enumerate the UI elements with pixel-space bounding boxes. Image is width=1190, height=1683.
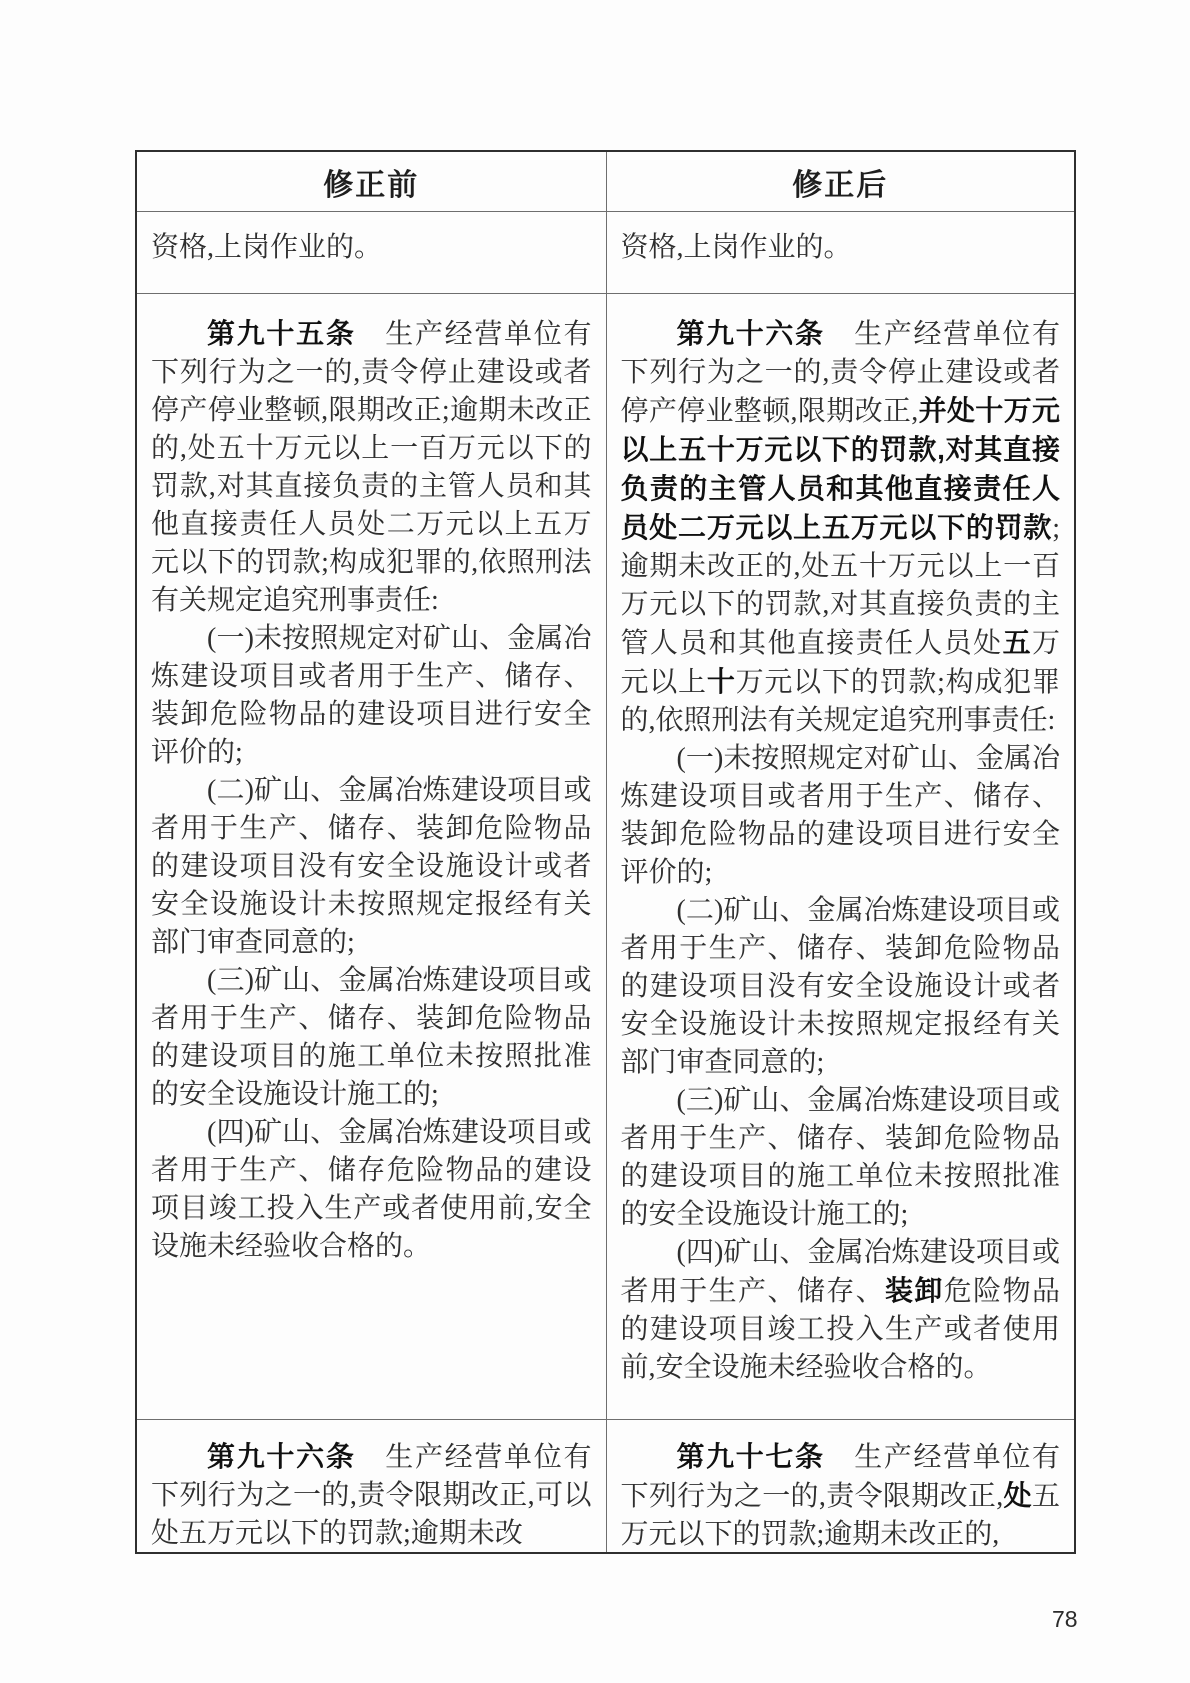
header-cell-before — [137, 152, 606, 211]
text-run: 资格,上岗作业的。 — [620, 232, 852, 263]
comparison-table — [135, 150, 1076, 1554]
text-run: (二)矿山、金属冶炼建设项目或者用于生产、储存、装卸危险物品的建设项目没有安全设施设计或者安全设施设计未按照规定报经有关部门审查同意的; — [151, 775, 592, 958]
table-row-article-95-96 — [137, 293, 1074, 1419]
page-number: 78 — [1052, 1606, 1078, 1632]
text-run: (一)未按照规定对矿山、金属冶炼建设项目或者用于生产、储存、装卸危险物品的建设项目进行安全评价的; — [620, 743, 1060, 888]
column-header-before-label: 修正前 — [323, 168, 420, 202]
amended-text-run: 第九十六条 — [676, 318, 825, 349]
amended-text-run: 处 — [1003, 1480, 1032, 1511]
text-run: 生产经营单位有下列行为之一的,责令停止建设或者停产停业整顿,限期改正;逾期未改正的,处五十万元以上一百万元以下的罚款,对其直接负责的主管人员和其他直接责任人员处二万元以上五万元以下的罚款;构成犯罪的,依照刑法有关规定追究刑事责任: — [151, 319, 592, 616]
text-run: (四)矿山、金属冶炼建设项目或者用于生产、储存危险物品的建设项目竣工投入生产或者使用前,安全设施未经验收合格的。 — [151, 1117, 592, 1262]
amended-text-run: 第九十六条 — [207, 1441, 356, 1472]
cell-after-article-97 — [606, 1420, 1075, 1552]
text-run: 生产经营单位有下列行为之一的,责令限期改正,可以处五万元以下的罚款;逾期未改 — [151, 1442, 592, 1549]
paragraph — [621, 1082, 1061, 1234]
cell-after-article-96 — [606, 294, 1075, 1419]
text-run: 资格,上岗作业的。 — [151, 232, 383, 263]
paragraph — [621, 892, 1061, 1082]
paragraph — [151, 1114, 592, 1266]
text-run: ;逾期未改正的,处五十万元以上一百万元以下的罚款,对其直接负责的主管人员和其他直接责任人员处 — [620, 513, 1060, 659]
cell-before-article-96 — [137, 1420, 606, 1552]
header-cell-after — [606, 152, 1075, 211]
text-run: 五万元以下的罚款;逾期未改正的, — [620, 1481, 1060, 1550]
amended-text-run: 第九十五条 — [207, 318, 356, 349]
paragraph — [621, 1234, 1061, 1387]
paragraph — [151, 315, 592, 620]
table-header-row — [137, 152, 1074, 211]
text-run: 生产经营单位有下列行为之一的,责令限期改正, — [620, 1442, 1060, 1512]
cell-after-continuation — [606, 212, 1075, 293]
amended-text-run: 并处十万元以上五十万元以下的罚款,对其直接负责的主管人员和其他直接责任人员处二万元以上五万元以下的罚款 — [620, 395, 1060, 543]
paragraph — [151, 962, 592, 1114]
paragraph — [151, 229, 592, 267]
table-row-continuation — [137, 211, 1074, 293]
text-run: 危险物品的建设项目竣工投入生产或者使用前,安全设施未经验收合格的。 — [620, 1276, 1060, 1383]
paragraph — [621, 740, 1061, 892]
text-run: (一)未按照规定对矿山、金属冶炼建设项目或者用于生产、储存、装卸危险物品的建设项目进行安全评价的; — [151, 623, 592, 768]
amended-text-run: 十 — [706, 666, 736, 697]
paragraph — [151, 620, 592, 772]
paragraph — [621, 229, 1061, 267]
text-run: 万元以下的罚款;构成犯罪的,依照刑法有关规定追究刑事责任: — [620, 667, 1060, 736]
table-row-article-96-97 — [137, 1419, 1074, 1552]
text-run: (二)矿山、金属冶炼建设项目或者用于生产、储存、装卸危险物品的建设项目没有安全设施设计或者安全设施设计未按照规定报经有关部门审查同意的; — [620, 895, 1060, 1078]
text-run: (三)矿山、金属冶炼建设项目或者用于生产、储存、装卸危险物品的建设项目的施工单位未按照批准的安全设施设计施工的; — [151, 965, 592, 1110]
cell-before-article-95 — [137, 294, 606, 1419]
paragraph — [151, 772, 592, 962]
text-run: 生产经营单位有下列行为之一的,责令停止建设或者停产停业整顿,限期改正, — [620, 319, 1060, 427]
cell-before-continuation — [137, 212, 606, 293]
amended-text-run: 装卸 — [885, 1275, 944, 1306]
column-header-after-label: 修正后 — [792, 168, 889, 202]
text-run: 万元以上 — [620, 628, 1060, 698]
text-run: (四)矿山、金属冶炼建设项目或者用于生产、储存、 — [620, 1237, 1060, 1307]
amended-text-run: 五 — [1002, 627, 1032, 658]
paragraph — [621, 1438, 1061, 1552]
text-run: (三)矿山、金属冶炼建设项目或者用于生产、储存、装卸危险物品的建设项目的施工单位未按照批准的安全设施设计施工的; — [620, 1085, 1060, 1230]
amended-text-run: 第九十七条 — [676, 1441, 825, 1472]
paragraph — [151, 1438, 592, 1552]
paragraph — [621, 315, 1061, 740]
